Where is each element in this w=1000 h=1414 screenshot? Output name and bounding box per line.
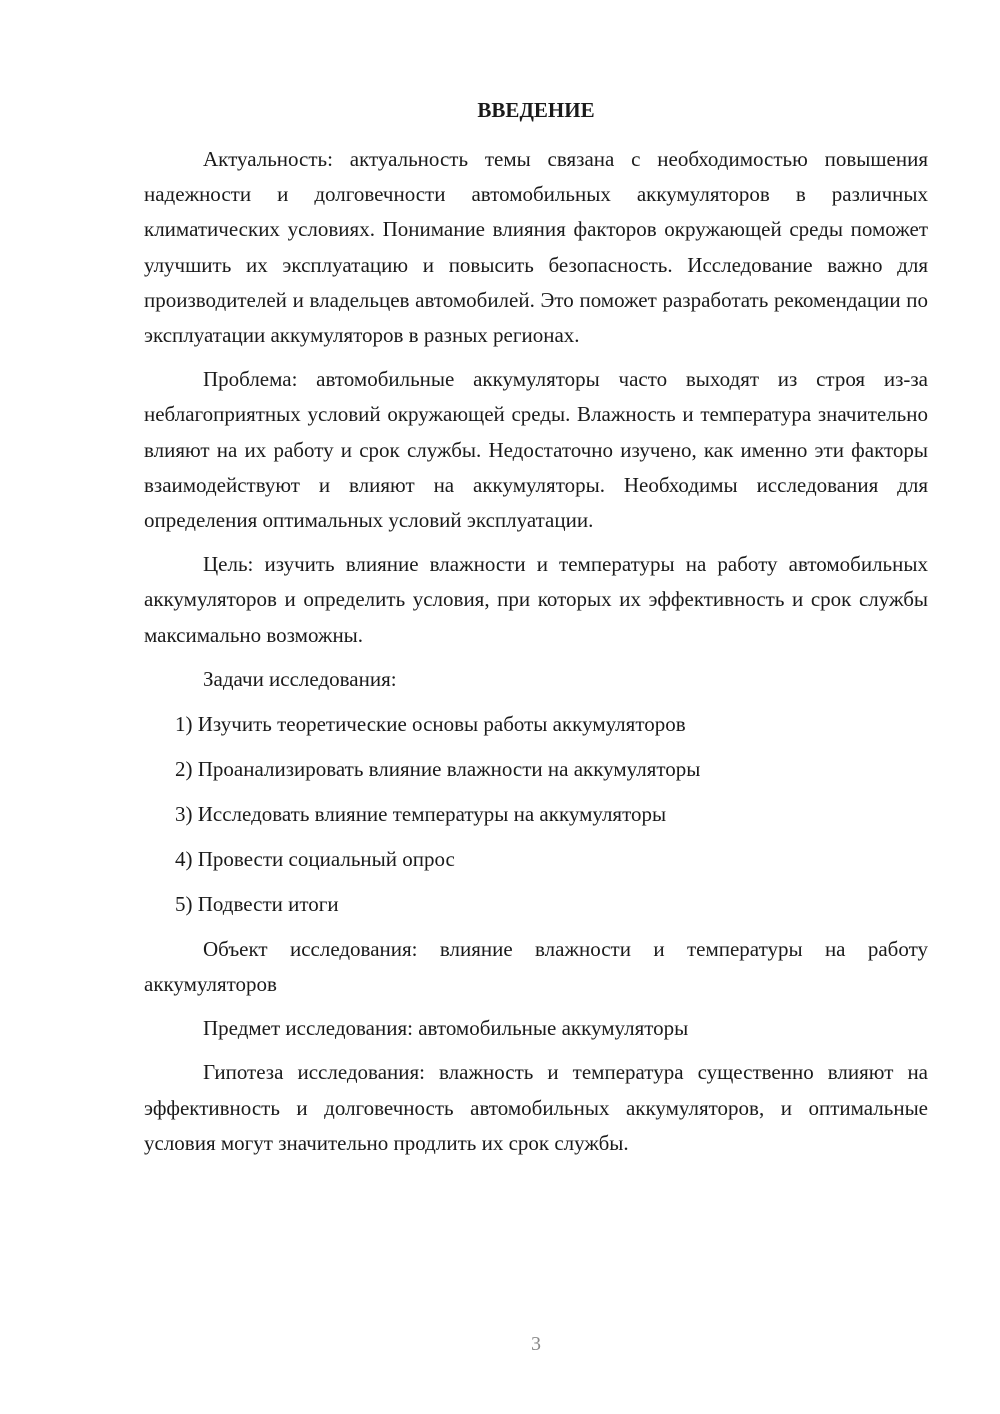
tasks-label: Задачи исследования: [203,666,397,691]
problem-paragraph: Проблема: автомобильные аккумуляторы часто выходят из строя из-за неблагоприятных условий окружающей среды. Влажность и температура значительно влияют на их работу и срок службы. Недостаточно изучено, как именно эти факторы взаимодействуют и влияют на аккумуляторы. Необходимы исследования для определения оптимальных условий эксплуатации. [144,367,928,533]
relevance-paragraph: Актуальность: актуальность темы связана с необходимостью повышения надежности и долговечности автомобильных аккумуляторов в различных климатических условиях. Понимание влияния факторов окружающей среды поможет улучшить их эксплуатацию и повысить безопасность. Исследование важно для производителей и владельцев автомобилей. Это поможет разработать рекомендации по эксплуатации аккумуляторов в разных регионах. [144,147,928,348]
task-item: 3) Исследовать влияние температуры на аккумуляторы [175,801,667,826]
section-heading: ВВЕДЕНИЕ [477,98,595,122]
task-item: 4) Провести социальный опрос [175,846,455,871]
task-item: 2) Проанализировать влияние влажности на аккумуляторы [175,756,701,781]
task-item: 1) Изучить теоретические основы работы аккумуляторов [175,711,686,736]
document-page [144,92,928,1170]
subject-paragraph: Предмет исследования: автомобильные аккумуляторы [203,1016,689,1041]
object-paragraph: Объект исследования: влияние влажности и температуры на работу аккумуляторов [144,936,928,997]
goal-paragraph: Цель: изучить влияние влажности и температуры на работу автомобильных аккумуляторов и определить условия, при которых их эффективность и срок службы максимально возможны. [144,552,928,647]
tasks-list [144,707,928,922]
task-item: 5) Подвести итоги [175,891,339,916]
page-number: 3 [531,1333,541,1355]
hypothesis-paragraph: Гипотеза исследования: влажность и температура существенно влияют на эффективность и долговечность автомобильных аккумуляторов, и оптимальные условия могут значительно продлить их срок службы. [144,1060,928,1155]
